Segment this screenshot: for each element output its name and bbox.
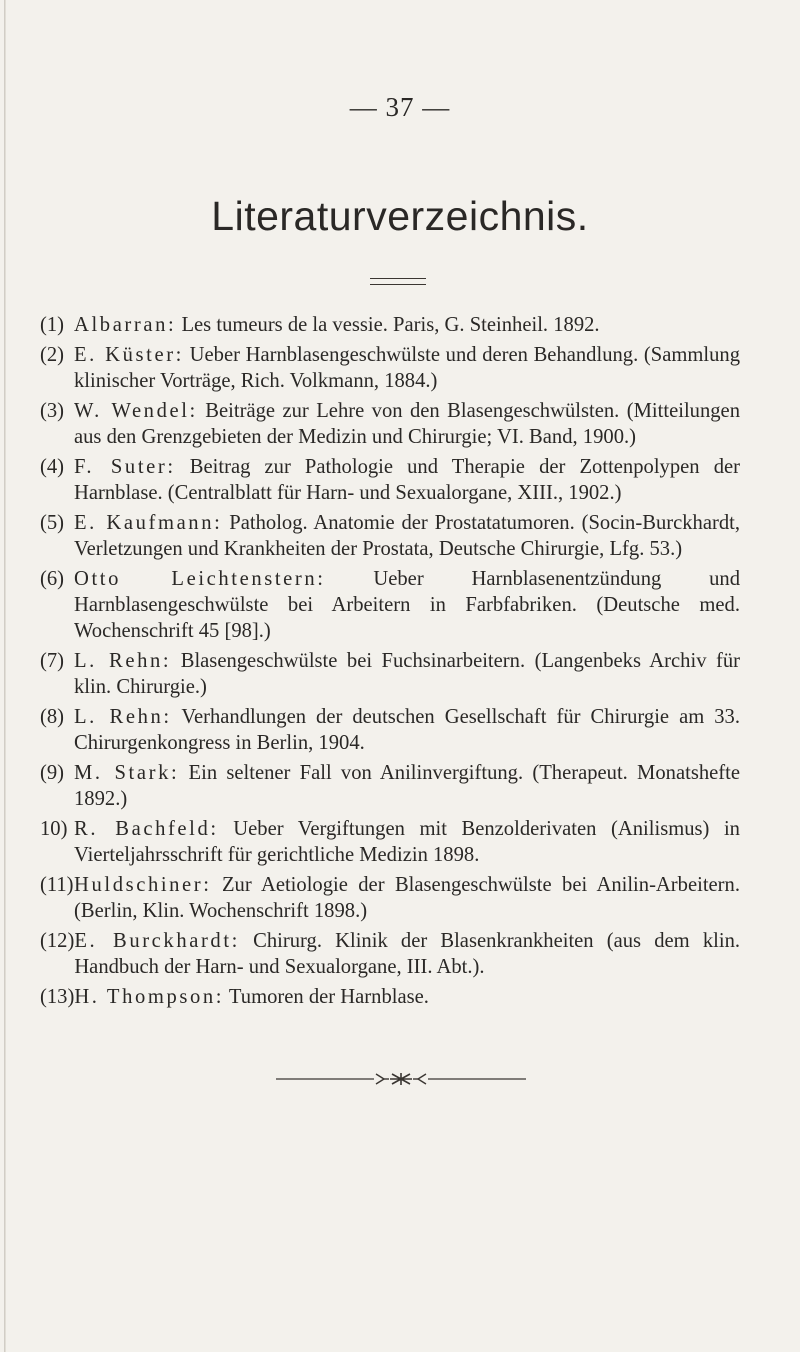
reference-author: E. Burckhardt:	[74, 930, 240, 952]
reference-citation: Blasengeschwülste bei Fuchsinarbeitern. (Langenbeks Archiv für klin. Chirurgie.)	[74, 650, 740, 698]
reference-text	[74, 566, 740, 644]
reference-item	[40, 398, 740, 450]
reference-number: (7)	[40, 650, 65, 672]
reference-text	[74, 510, 740, 562]
reference-citation: Zur Aetiologie der Blasengeschwülste bei Anilin-Arbeitern. (Berlin, Klin. Wochenschrift 1898.)	[74, 874, 740, 922]
reference-author: M. Stark:	[74, 762, 180, 784]
reference-author: W. Wendel:	[74, 400, 198, 422]
reference-author: F. Suter:	[74, 456, 176, 478]
reference-text	[74, 984, 740, 1010]
reference-item	[40, 312, 740, 338]
reference-text	[74, 760, 740, 812]
reference-number: (9)	[40, 762, 65, 784]
reference-item	[40, 760, 740, 812]
reference-number: (5)	[40, 512, 65, 534]
page-number: — 37 —	[349, 92, 451, 122]
reference-item	[40, 566, 740, 644]
reference-number: (4)	[40, 456, 65, 478]
reference-author: Albarran:	[74, 314, 177, 336]
reference-number: (6)	[40, 568, 65, 590]
reference-author: R. Bachfeld:	[74, 818, 219, 840]
reference-number: (2)	[40, 344, 65, 366]
reference-item	[40, 342, 740, 394]
reference-text	[74, 312, 740, 338]
reference-item	[40, 984, 740, 1010]
reference-citation: Chirurg. Klinik der Blasenkrankheiten (aus dem klin. Handbuch der Harn- und Sexualorgane, III. Abt.).	[74, 930, 741, 978]
reference-citation: Ueber Vergiftungen mit Benzolderivaten (Anilismus) in Vierteljahrsschrift für gerichtliche Medizin 1898.	[74, 818, 740, 866]
page-title: Literaturverzeichnis.	[211, 193, 589, 239]
reference-item	[40, 704, 740, 756]
reference-citation: Beiträge zur Lehre von den Blasengeschwülsten. (Mitteilungen aus den Grenzgebieten der Medizin und Chirurgie; VI. Band, 1900.)	[74, 400, 740, 448]
reference-text	[74, 648, 740, 700]
reference-author: E. Kaufmann:	[74, 512, 223, 534]
reference-text	[74, 398, 740, 450]
reference-citation: Beitrag zur Pathologie und Therapie der Zottenpolypen der Harnblase. (Centralblatt für Harn- und Sexualorgane, XIII., 1902.)	[74, 456, 740, 504]
reference-number: (11)	[40, 874, 74, 896]
reference-item	[40, 872, 740, 924]
reference-item	[40, 510, 740, 562]
reference-citation: Ueber Harnblasengeschwülste und deren Behandlung. (Sammlung klinischer Vorträge, Rich. Volkmann, 1884.)	[74, 344, 740, 392]
reference-citation: Ein seltener Fall von Anilinvergiftung. (Therapeut. Monatshefte 1892.)	[74, 762, 740, 810]
reference-author: Otto Leichtenstern:	[74, 568, 326, 590]
reference-author: L. Rehn:	[74, 706, 172, 728]
reference-citation: Verhandlungen der deutschen Gesellschaft für Chirurgie am 33. Chirurgenkongress in Berlin, 1904.	[74, 706, 740, 754]
reference-item	[40, 928, 740, 980]
reference-author: Huldschiner:	[74, 874, 212, 896]
reference-text	[74, 704, 740, 756]
reference-number: (8)	[40, 706, 65, 728]
reference-number: (1)	[40, 314, 65, 336]
reference-citation: Ueber Harnblasenentzündung und Harnblasengeschwülste bei Arbeitern in Farbfabriken. (Deutsche med. Wochenschrift 45 [98].)	[74, 568, 740, 642]
reference-citation: Patholog. Anatomie der Prostatatumoren. (Socin-Burckhardt, Verletzungen und Krankheiten der Prostata, Deutsche Chirurgie, Lfg. 53.)	[74, 512, 741, 560]
reference-text	[74, 816, 740, 868]
reference-number: (12)	[40, 930, 75, 952]
reference-number: (3)	[40, 400, 65, 422]
reference-citation: Tumoren der Harnblase.	[224, 986, 429, 1008]
reference-author: L. Rehn:	[74, 650, 172, 672]
reference-author: E. Küster:	[74, 344, 184, 366]
reference-author: H. Thompson:	[74, 986, 225, 1008]
reference-number: 10)	[40, 818, 68, 840]
reference-list	[40, 312, 740, 1014]
reference-citation: Les tumeurs de la vessie. Paris, G. Steinheil. 1892.	[176, 314, 600, 336]
end-ornament-icon	[276, 1071, 526, 1087]
title-double-rule	[370, 278, 426, 285]
reference-text	[74, 872, 740, 924]
reference-text	[74, 928, 740, 980]
reference-number: (13)	[40, 986, 75, 1008]
reference-text	[74, 454, 740, 506]
reference-text	[74, 342, 740, 394]
reference-item	[40, 648, 740, 700]
reference-item	[40, 816, 740, 868]
reference-item	[40, 454, 740, 506]
